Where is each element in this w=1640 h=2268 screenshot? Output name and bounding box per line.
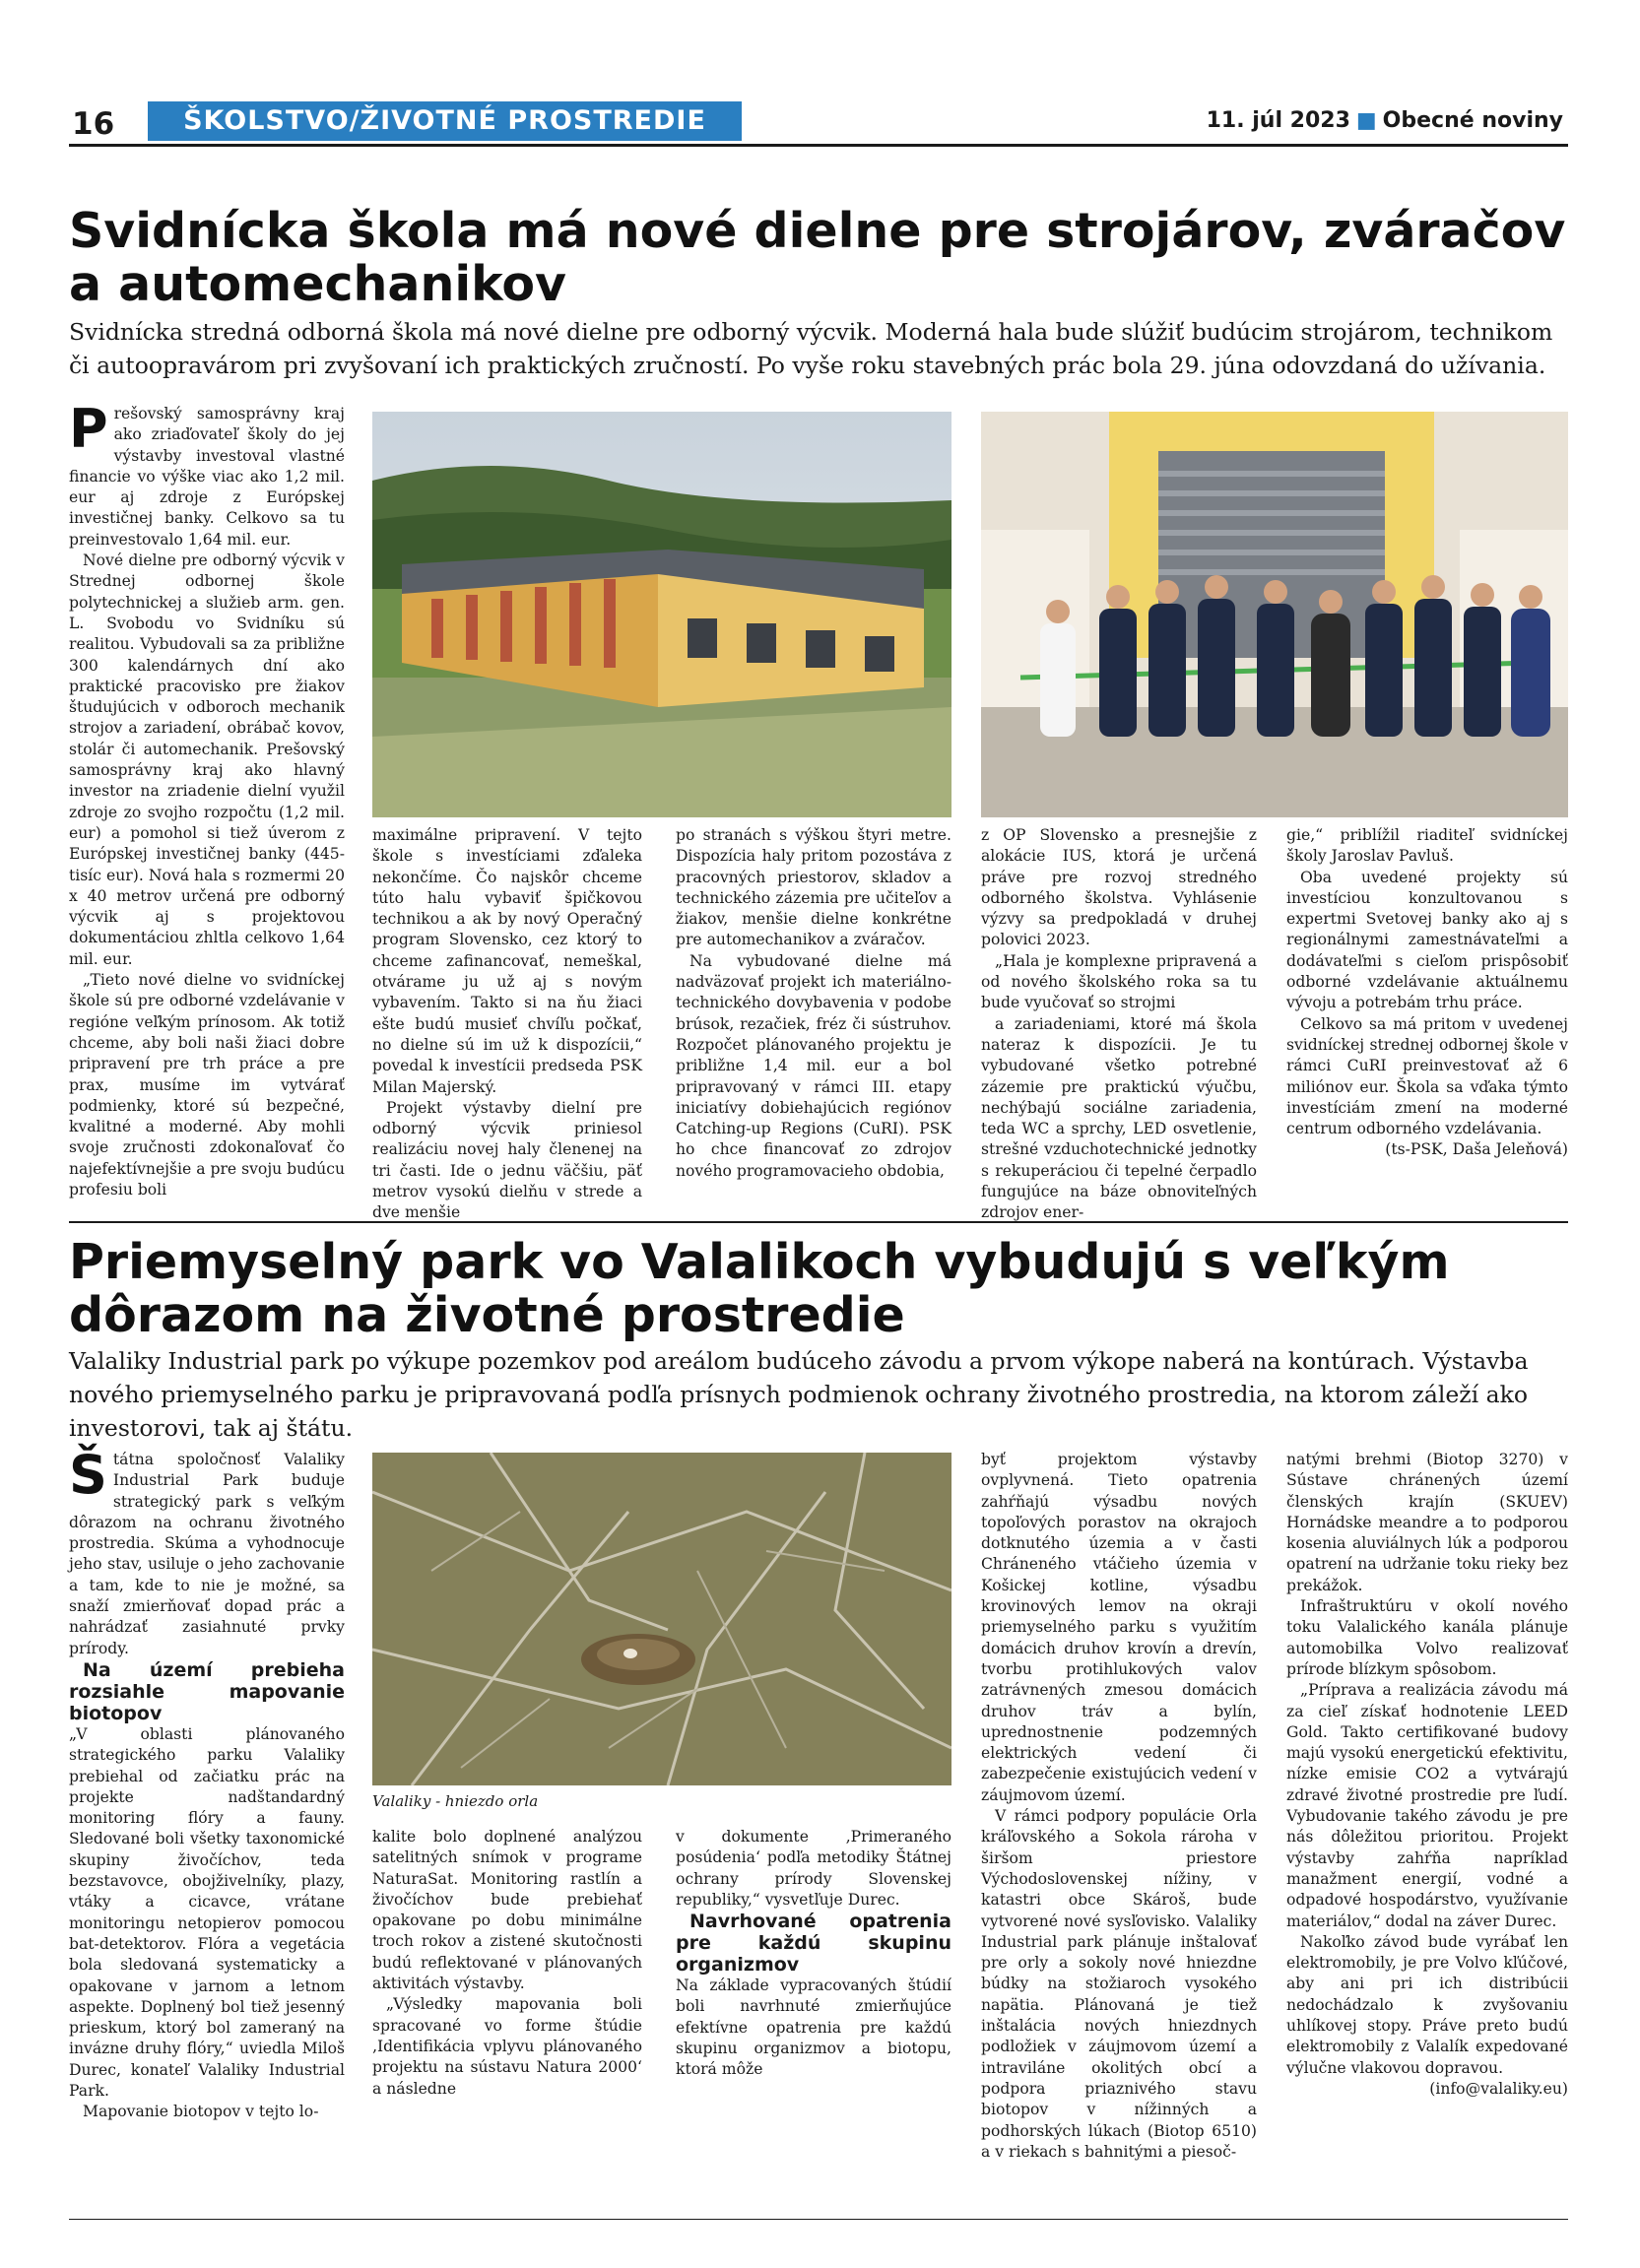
article1-column-4: z OP Slovensko a presnejšie z alokácie IUS, ktorá je určená práve pre rozvoj stredného odborného školstva. Vyhlásenie výzvy sa predpokladá v druhej polovici 2023. „Hala je komplexne pripravená a od nového školského roka sa tu bude vyučovať so strojmi a zariadeniami, ktoré má škola nateraz k dispozícii. Je tu vybudované všetko potrebné zázemie pre praktickú výučbu, nechýbajú sociálne zariadenia, teda WC a sprchy, LED osvetlenie, strešné vzduchotechnické jednotky s rekuperáciou či tepelné čerpadlo fungujúce na báze obnoviteľných zdrojov ener-	[981, 826, 1257, 1222]
article2-headline: Priemyselný park vo Valalikoch vybudujú s veľkým dôrazom na životné prostredie	[69, 1234, 1450, 1343]
article2-lead: Valaliky Industrial park po výkupe pozemkov pod areálom budúceho závodu a prvom výkope naberá na kontúrach. Výstavba nového priemyselného parku je pripravovaná podľa prísnych podmienok ochrany životného prostredia, na ktorom záleží ako investorovi, tak aj štátu.	[69, 1347, 1529, 1442]
article1-column-2: maximálne pripravení. V tejto škole s investíciami zďaleka nekončíme. Čo najskôr chceme túto halu vybaviť špičkovou technikou a ak by nový Operačný program Slovensko, cez ktorý to chceme zafinancovať, nemeškal, otvárame ju už aj s novým vybavením. Takto si na ňu žiaci ešte budú musieť chvíľu počkať, no dielne sú im už k dispozícii,“ povedal k investícii predseda PSK Milan Majerský. Projekt výstavby dielní pre odborný výcvik priniesol realizáciu novej haly členenej na tri časti. Ide o jednu väčšiu, päť metrov vysokú dielňu v strede a dve menšie	[372, 826, 642, 1222]
article1-headline: Svidnícka škola má nové dielne pre strojárov, zváračov a automechanikov	[69, 203, 1566, 312]
article2-column-5: natými brehmi (Biotop 3270) v Sústave chránených území členských krajín (SKUEV) Hornádske meandre a to podporou kosenia aluviálnych lúk a podporou opatrení na udržanie toku rieky bez prekážok. Infraštruktúru v okolí nového toku Valalického kanála plánuje automobilka Volvo realizovať prírode blízkym spôsobom. „Príprava a realizácia závodu má za cieľ získať hodnotenie LEED Gold. Takto certifikované budovy majú vysokú energetickú efektivitu, nízke emisie CO2 a vytvárajú zdravé životné prostredie pre ľudí. Vybudovanie takého závodu je pre nás dôležitou prioritou. Projekt výstavby zahŕňa napríklad manažment energií, vodné a odpadové hospodárstvo, využívanie materiálov,“ dodal na záver Durec. Nakoľko závod bude vyrábať len elektromobily, je pre Volvo kľúčové, aby ani pri ich distribúcii nedochádzalo k zvyšovaniu uhlíkovej stopy. Práve preto budú elektromobily z Valalík expedované výlučne vlakovou dopravou. (info@valaliky.eu)	[1286, 1450, 1568, 2100]
ribbon-cutting-photo	[981, 412, 1568, 817]
article1-column-3: po stranách s výškou štyri metre. Dispozícia haly pritom pozostáva z pracovných priestorov, skladov a technického zázemia pre učiteľov a žiakov, menšie dielne konkrétne pre automechanikov a zváračov. Na vybudované dielne má nadväzovať projekt ich materiálno-technického dovybavenia v podobe brúsok, rezačiek, fréz či sústruhov. Rozpočet plánovaného projektu je približne 1,4 mil. eur a bol pripravovaný v rámci III. etapy iniciatívy dobiehajúcich regiónov Catching-up Regions (CuRI). PSK ho chce financovať zo zdrojov nového programovacieho obdobia,	[676, 826, 951, 1180]
article1-column-5: gie,“ priblížil riaditeľ svidníckej školy Jaroslav Pavluš. Oba uvedené projekty sú investíciou konzultovanou s expertmi Svetovej banky ako aj s regionálnymi zamestnávateľmi a dodávateľmi s cieľom prispôsobiť odborné vzdelávanie aktuálnemu vývoju a potrebám trhu práce. Celkovo sa má pritom v uvedenej svidníckej strednej odbornej škole v rámci CuRI preinvestovať až 6 miliónov eur. Škola sa vďaka týmto investíciám zmení na moderné centrum odborného vzdelávania. (ts-PSK, Daša Jeleňová)	[1286, 825, 1568, 1161]
dropcap: Š	[69, 1444, 107, 1506]
issue-info	[1207, 108, 1563, 133]
article1-signature: (ts-PSK, Daša Jeleňová)	[1385, 1140, 1568, 1159]
article2-column-3: v dokumente ‚Primeraného posúdenia‘ podľa metodiky Štátnej ochrany prírody Slovenskej republiky,“ vysvetľuje Durec. Navrhované opatrenia pre každú skupinu organizmov Na základe vypracovaných štúdií boli navrhnuté zmierňujúce efektívne opatrenia pre každú skupinu organizmov a biotopu, ktorá môže	[676, 1828, 951, 2079]
issue-date: 11. júl 2023	[1206, 108, 1350, 133]
section-label: ŠKOLSTVO/ŽIVOTNÉ PROSTREDIE	[148, 101, 742, 141]
separator-dot-icon: ■	[1355, 108, 1377, 133]
article1-lead: Svidnícka stredná odborná škola má nové dielne pre odborný výcvik. Moderná hala bude slúžiť budúcim strojárom, technikom či autoopravárom pri zvyšovaní ich praktických zručností. Po vyše roku stavebných prác bola 29. júna odovzdaná do užívania.	[69, 318, 1553, 379]
article-divider	[69, 1221, 1568, 1223]
publication-name: Obecné noviny	[1382, 108, 1563, 133]
subhead: Na území prebieha rozsiahle mapovanie biotopov	[69, 1658, 345, 1724]
article2-signature: (info@valaliky.eu)	[1429, 2079, 1568, 2098]
page-number: 16	[72, 106, 115, 142]
subhead: Navrhované opatrenia pre každú skupinu organizmov	[676, 1911, 951, 1976]
dropcap: P	[69, 398, 108, 460]
footer-rule	[69, 2219, 1568, 2220]
photo-caption: Valaliky - hniezdo orla	[372, 1792, 539, 1810]
school-building-photo	[372, 412, 951, 817]
header-rule	[69, 144, 1568, 147]
eagle-nest-photo	[372, 1453, 951, 1785]
article1-column-1: Prešovský samosprávny kraj ako zriaďovateľ školy do jej výstavby investoval vlastné financie vo výške viac ako 1,2 mil. eur aj zdroje z Európskej investičnej banky. Celkovo sa tu preinvestovalo 1,64 mil. eur. Nové dielne pre odborný výcvik v Strednej odbornej škole polytechnickej a služieb arm. gen. L. Svobodu vo Svidníku sú realitou. Vybudovali sa za približne 300 kalendárnych dní ako praktické pracovisko pre žiakov študujúcich v odboroch mechanik strojov a zariadení, obrábač kovov, stolár či automechanik. Prešovský samosprávny kraj ako hlavný investor na zriadenie dielní využil zdroje zo svojho rozpočtu (1,2 mil. eur) a pomohol si tiež úverom z Európskej investičnej banky (445-tisíc eur). Nová hala s rozmermi 20 x 40 metrov určená pre odborný výcvik aj s projektovou dokumentáciou zhltla celkovo 1,64 mil. eur. „Tieto nové dielne vo svidníckej škole sú pre odborné vzdelávanie v regióne veľkým prínosom. Ak totiž chceme, aby boli naši žiaci dobre pripravení pre trh práce a pre prax, musíme im vytvárať podmienky, ktoré sú bezpečné, kvalitné a moderné. Aby mohli svoje zručnosti zdokonaľovať čo najefektívnejšie a pre svoju budúcu profesiu boli	[69, 398, 345, 1199]
article2-column-4: byť projektom výstavby ovplyvnená. Tieto opatrenia zahŕňajú výsadbu nových topoľových porastov na okrajoch dotknutého územia a v časti Chráneného vtáčieho územia v Košickej kotline, výsadbu krovinových lemov na okraji priemyselného parku s využitím domácich druhov krovín a drevín, tvorbu protihlukových valov zatrávnených zmesou domácich druhov tráv a bylín, uprednostnenie podzemných elektrických vedení či zabezpečenie existujúcich vedení v záujmovom území. V rámci podpory populácie Orla kráľovského a Sokola rároha v širšom priestore Východoslovenskej nížiny, v katastri obce Skároš, bude vytvorené nové sysľovisko. Valaliky Industrial park plánuje inštalovať pre orly a sokoly nové hniezdne búdky na stožiaroch vysokého napätia. Plánovaná je tiež inštalácia nových hniezdnych podložiek v záujmovom území a intravilánе okolitých obcí a podpora priaznivého stavu biotopov v nížinných a podhorských lúkach (Biotop 6510) a v riekach s bahnitými a piesoč-	[981, 1451, 1257, 2161]
article2-column-2: kalite bolo doplnené analýzou satelitných snímok v programe NaturaSat. Monitoring rastlín a živočíchov bude prebiehať opakovane po dobu minimálne troch rokov a zistené skutočnosti budú reflektované v plánovaných aktivitách výstavby. „Výsledky mapovania boli spracované vo forme štúdie ‚Identifikácia vplyvu plánovaného projektu na sústavu Natura 2000‘ a následne	[372, 1828, 642, 2098]
article2-column-1: Štátna spoločnosť Valaliky Industrial Park buduje strategický park s veľkým dôrazom na ochranu životného prostredia. Skúma a vyhodnocuje jeho stav, usiluje o jeho zachovanie a tam, kde to nie je možné, sa snaží zmierňovať dopad prác a nahrádzať zasiahnuté prvky prírody. Na území prebieha rozsiahle mapovanie biotopov „V oblasti plánovaného strategického parku Valaliky prebiehal od začiatku prác na projekte nadštandardný monitoring flóry a fauny. Sledované boli všetky taxonomické skupiny živočíchov, teda bezstavovce, obojživelníky, plazy, vtáky a cicavce, vrátane monitoringu netopierov pomocou bat-detektorov. Flóra a vegetácia bola sledovaná systematicky a opakovane v jarnom a letnom aspekte. Doplnený bol tiež jesenný prieskum, ktorý bol zameraný na invázne druhy flóry,“ uviedla Miloš Durec, konateľ Valaliky Industrial Park. Mapovanie biotopov v tejto lo-	[69, 1444, 345, 2121]
